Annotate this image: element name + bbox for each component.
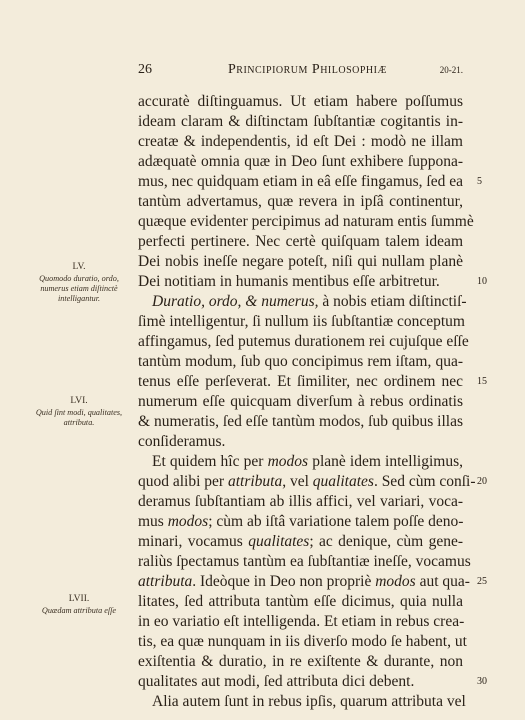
text-line: deramus ſubſtantiam ab illis affici, vel variari, voca-	[138, 493, 463, 510]
margin-note	[30, 396, 128, 428]
text-line: accuratè diſtinguamus. Ut etiam habere poſſumus	[138, 93, 463, 110]
text-line: raliùs ſpectamus tantùm ea ſubſtantiæ ineſſe, vocamus	[138, 553, 471, 570]
margin-note-text: Quædam attributa eſſe	[41, 606, 117, 615]
text-line: qualitates aut modi, ſed attributa dici debent.	[138, 673, 415, 690]
text-line	[138, 292, 467, 312]
text-line: in eo variatio eſt intelligenda. Et etiam in rebus crea-	[138, 613, 465, 630]
section-range: 20-21.	[439, 65, 463, 75]
margin-note-number: LV.	[72, 262, 86, 272]
line-number: 25	[477, 576, 487, 587]
text-line: ideam claram & diſtinctam ſubſtantiæ cogitantis in-	[138, 113, 463, 130]
running-title: Principiorum Philosophiæ	[228, 62, 387, 77]
text-line: minari, vocamus qualitates; ac denique, cùm gene-	[138, 533, 463, 550]
text-line: perfecti pertinere. Nec certè quiſquam talem ideam	[138, 233, 463, 250]
text-line: numerum eſſe quicquam diverſum à rebus ordinatis	[138, 393, 463, 410]
text-line: creatæ & independentis, id eſt Dei : modò ne illam	[138, 133, 463, 150]
line-number: 5	[477, 176, 482, 187]
text-line: attributa. Ideòque in Deo non propriè modos aut qua-	[138, 573, 470, 590]
running-header	[138, 62, 463, 82]
margin-note-number: LVII.	[68, 594, 90, 604]
text-line: litates, ſed attributa tantùm eſſe dicimus, quia nulla	[138, 593, 463, 610]
margin-note	[30, 594, 128, 616]
text-line: & numeratis, ſed eſſe tantùm modos, ſub quibus illas	[138, 413, 463, 430]
text-line: Dei nobis ineſſe negare poteſt, niſi qui nullam planè	[138, 253, 463, 270]
text-line: quod alibi per attributa, vel qualitates. Sed cùm conſi-	[138, 473, 476, 490]
text-line: quæque evidenter percipimus ad naturam entis ſummè	[138, 213, 474, 230]
margin-note-number: LVI.	[70, 396, 88, 406]
text-line: tantùm modum, ſub quo concipimus rem iſtam, qua-	[138, 353, 463, 370]
text-line: ſimè intelligentur, ſi nullum iis ſubſtantiæ conceptum	[138, 313, 465, 330]
line-number: 10	[477, 276, 487, 287]
line-number: 20	[477, 476, 487, 487]
text-line: tantùm advertamus, quæ revera in ipſâ continentur,	[138, 193, 463, 210]
text-line: mus modos; cùm ab iſtâ variatione talem poſſe deno-	[138, 513, 464, 530]
text-line: Et quidem hîc per modos planè idem intelligimus,	[152, 453, 463, 470]
text-line: exiſtentia & duratio, in re exiſtente & durante, non	[138, 653, 463, 670]
text-line: affingamus, ſed putemus durationem rei cujuſque eſſe	[138, 333, 469, 350]
line-number: 30	[477, 676, 487, 687]
text-line: adæquatè omnia quæ in Deo ſunt exhibere ſuppona-	[138, 153, 463, 170]
margin-note-text: Quomodo duratio, ordo, numerus etiam diſtinctè intelligantur.	[39, 274, 119, 303]
page-number: 26	[138, 62, 152, 77]
margin-note	[30, 262, 128, 304]
text-line: tis, ea quæ nunquam in iis diverſo modo ſe habent, ut	[138, 633, 467, 650]
text-line: mus, nec quidquam etiam in eâ eſſe fingamus, ſed ea	[138, 173, 463, 190]
text-line: Dei notitiam in humanis mentibus eſſe arbitretur.	[138, 273, 440, 290]
italic-phrase: Duratio, ordo, & numerus, à nobis etiam diſtinctiſ-	[152, 293, 467, 310]
line-number: 15	[477, 376, 487, 387]
text-line: Alia autem ſunt in rebus ipſis, quarum attributa vel	[152, 693, 466, 710]
text-line: conſideramus.	[138, 433, 226, 450]
margin-note-text: Quid ſint modi, qualitates, attributa.	[35, 408, 123, 427]
text-line: tenus eſſe perſeverat. Et ſimiliter, nec ordinem nec	[138, 373, 463, 390]
